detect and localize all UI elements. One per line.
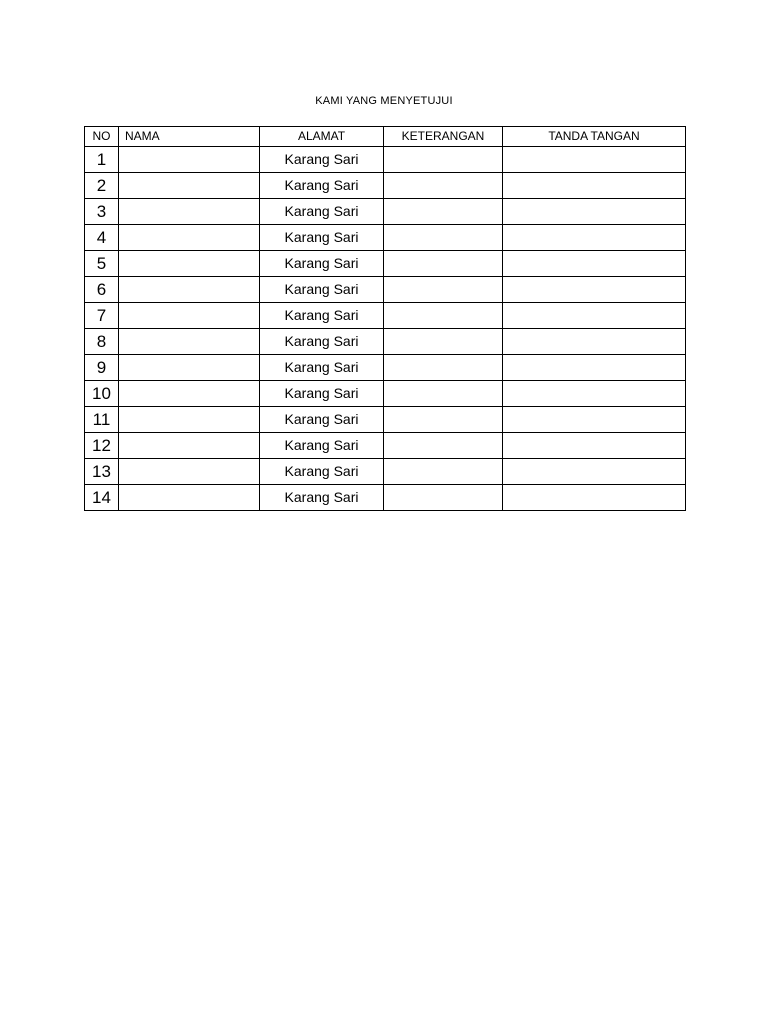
table-row — [85, 225, 686, 251]
header-row — [85, 127, 686, 147]
cell-alamat: Karang Sari — [260, 381, 384, 407]
cell-tanda-tangan — [503, 199, 686, 225]
cell-keterangan — [384, 225, 503, 251]
table-row — [85, 147, 686, 173]
cell-tanda-tangan — [503, 225, 686, 251]
page-title: KAMI YANG MENYETUJUI — [315, 95, 453, 107]
cell-nama — [119, 147, 260, 173]
signature-table — [84, 126, 686, 511]
cell-no: 14 — [85, 485, 119, 511]
header-tanda-tangan: TANDA TANGAN — [503, 127, 686, 147]
cell-nama — [119, 459, 260, 485]
cell-no: 11 — [85, 407, 119, 433]
table-row — [85, 459, 686, 485]
cell-alamat: Karang Sari — [260, 173, 384, 199]
cell-nama — [119, 199, 260, 225]
cell-tanda-tangan — [503, 485, 686, 511]
cell-keterangan — [384, 277, 503, 303]
cell-tanda-tangan — [503, 407, 686, 433]
cell-tanda-tangan — [503, 355, 686, 381]
cell-tanda-tangan — [503, 147, 686, 173]
table-row — [85, 381, 686, 407]
cell-keterangan — [384, 485, 503, 511]
cell-keterangan — [384, 407, 503, 433]
cell-tanda-tangan — [503, 459, 686, 485]
cell-tanda-tangan — [503, 251, 686, 277]
cell-alamat: Karang Sari — [260, 225, 384, 251]
cell-keterangan — [384, 199, 503, 225]
cell-tanda-tangan — [503, 381, 686, 407]
cell-alamat: Karang Sari — [260, 147, 384, 173]
cell-no: 7 — [85, 303, 119, 329]
cell-nama — [119, 355, 260, 381]
cell-no: 4 — [85, 225, 119, 251]
cell-no: 5 — [85, 251, 119, 277]
cell-alamat: Karang Sari — [260, 459, 384, 485]
cell-alamat: Karang Sari — [260, 199, 384, 225]
header-keterangan: KETERANGAN — [384, 127, 503, 147]
cell-no: 6 — [85, 277, 119, 303]
cell-keterangan — [384, 329, 503, 355]
cell-nama — [119, 277, 260, 303]
cell-keterangan — [384, 433, 503, 459]
table-row — [85, 251, 686, 277]
cell-tanda-tangan — [503, 329, 686, 355]
table-row — [85, 407, 686, 433]
cell-nama — [119, 173, 260, 199]
cell-alamat: Karang Sari — [260, 355, 384, 381]
table-row — [85, 433, 686, 459]
cell-nama — [119, 433, 260, 459]
cell-nama — [119, 381, 260, 407]
header-nama: NAMA — [119, 127, 260, 147]
cell-keterangan — [384, 251, 503, 277]
cell-keterangan — [384, 355, 503, 381]
cell-keterangan — [384, 173, 503, 199]
header-no: NO — [85, 127, 119, 147]
cell-nama — [119, 251, 260, 277]
cell-no: 3 — [85, 199, 119, 225]
cell-keterangan — [384, 303, 503, 329]
header-alamat: ALAMAT — [260, 127, 384, 147]
cell-nama — [119, 329, 260, 355]
cell-alamat: Karang Sari — [260, 433, 384, 459]
cell-alamat: Karang Sari — [260, 303, 384, 329]
cell-no: 2 — [85, 173, 119, 199]
cell-nama — [119, 485, 260, 511]
cell-nama — [119, 303, 260, 329]
cell-alamat: Karang Sari — [260, 407, 384, 433]
cell-no: 9 — [85, 355, 119, 381]
table-row — [85, 199, 686, 225]
table-row — [85, 329, 686, 355]
table-row — [85, 485, 686, 511]
cell-keterangan — [384, 459, 503, 485]
cell-keterangan — [384, 147, 503, 173]
table-row — [85, 173, 686, 199]
table-row — [85, 355, 686, 381]
cell-no: 12 — [85, 433, 119, 459]
cell-no: 13 — [85, 459, 119, 485]
table-row — [85, 303, 686, 329]
cell-no: 8 — [85, 329, 119, 355]
cell-alamat: Karang Sari — [260, 329, 384, 355]
table-row — [85, 277, 686, 303]
cell-nama — [119, 225, 260, 251]
cell-no: 10 — [85, 381, 119, 407]
cell-keterangan — [384, 381, 503, 407]
cell-alamat: Karang Sari — [260, 485, 384, 511]
cell-no: 1 — [85, 147, 119, 173]
cell-tanda-tangan — [503, 303, 686, 329]
cell-nama — [119, 407, 260, 433]
cell-alamat: Karang Sari — [260, 277, 384, 303]
cell-tanda-tangan — [503, 277, 686, 303]
cell-alamat: Karang Sari — [260, 251, 384, 277]
cell-tanda-tangan — [503, 173, 686, 199]
cell-tanda-tangan — [503, 433, 686, 459]
